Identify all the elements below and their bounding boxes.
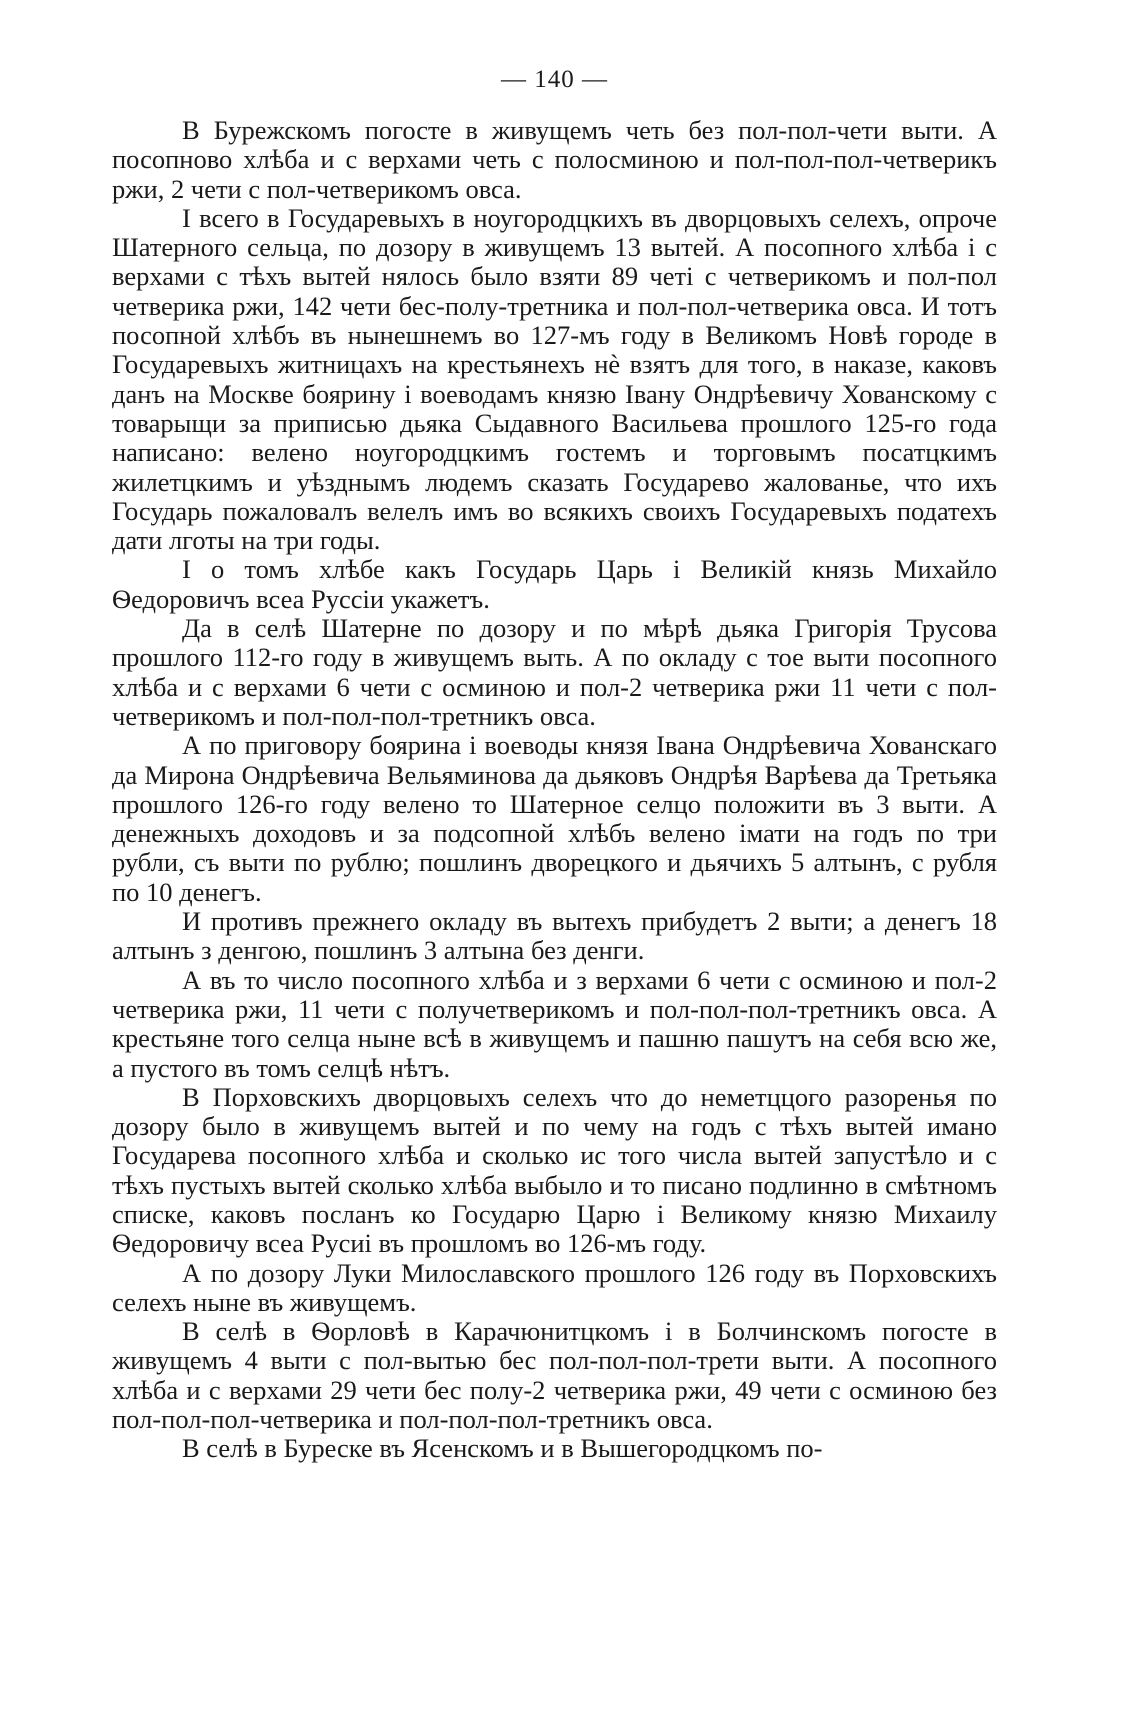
paragraph: А по приговору боярина і воеводы князя Івана Ондрѣевича Хованскаго да Мирона Ондрѣевича Вельяминова да дьяковъ Ондрѣя Варѣева да Третьяка прошлого 126-го году велено то Шатерное селцо положити въ 3 выти. А денежныхъ доходовъ и за подсопной хлѣбъ велено імати на годъ по три рубли, съ выти по рублю; пошлинъ дворецкого и дьячихъ 5 алтынъ, с рубля по 10 денегъ. — [112, 730, 997, 907]
page-number: — 140 — — [501, 66, 608, 93]
page-text — [112, 116, 997, 1464]
paragraph: А въ то число посопного хлѣба и з верхами 6 чети с осминою и пол-2 четверика ржи, 11 чети с получетверикомъ и пол-пол-пол-третникъ овса. А крестьяне того селца ныне всѣ в живущемъ и пашню пашутъ на себя всю же, а пустого въ томъ селцѣ нѣтъ. — [112, 964, 997, 1083]
paragraph: В селѣ в Ѳорловѣ в Карачюнитцкомъ і в Болчинскомъ погосте в живущемъ 4 выти с пол-вытью бес пол-пол-пол-трети выти. А посопного хлѣба и с верхами 29 чети бес полу-2 четверика ржи, 49 чети с осминою без пол-пол-пол-четверика и пол-пол-пол-третникъ овса. — [112, 1316, 997, 1435]
paragraph: В Бурежскомъ погосте в живущемъ четь без пол-пол-чети выти. А посопново хлѣба и с верхами четь с полосминою и пол-пол-пол-четверикъ ржи, 2 чети с пол-четверикомъ овса. — [112, 115, 997, 204]
paragraph: И противъ прежнего окладу въ вытехъ прибудетъ 2 выти; а денегъ 18 алтынъ з денгою, пошлинъ 3 алтына без денги. — [112, 906, 997, 966]
paragraph: А по дозору Луки Милославского прошлого 126 году въ Порховскихъ селехъ ныне въ живущемъ. — [112, 1257, 997, 1317]
paragraph: Да в селѣ Шатерне по дозору и по мѣрѣ дьяка Григорія Трусова прошлого 112-го году в живущемъ выть. А по окладу с тое выти посопного хлѣба и с верхами 6 чети с осминою и пол-2 четверика ржи 11 чети с пол-четверикомъ и пол-пол-пол-третникъ овса. — [112, 613, 997, 731]
paragraph: В селѣ в Буреске въ Ясенскомъ и в Вышегородцкомъ по- — [182, 1433, 823, 1464]
paragraph: I всего в Государевыхъ в ноугородцкихъ въ дворцовыхъ селехъ, опроче Шатерного сельца, по дозору в живущемъ 13 вытей. А посопного хлѣба і с верхами с тѣхъ вытей нялось было взяти 89 четі с четверикомъ и пол-пол четверика ржи, 142 чети бес-полу-третника и пол-пол-четверика овса. И тотъ посопной хлѣбъ въ нынешнемъ во 127-мъ году в Великомъ Новѣ городе в Государевыхъ житницахъ на крестьянехъ нѐ взятъ для того, в наказе, каковъ данъ на Москве боярину і воеводамъ князю Івану Ондрѣевичу Хованскому с товарыщи за приписью дьяка Сыдавного Васильева прошлого 125-го года написано: велено ноугородцкимъ гостемъ и торговымъ посатцкимъ жилетцкимъ и уѣзднымъ людемъ сказать Государево жалованье, что ихъ Государь пожаловалъ велелъ имъ во всякихъ своихъ Государевыхъ податехъ дати лготы на три годы. — [112, 202, 997, 556]
paragraph: В Порховскихъ дворцовыхъ селехъ что до неметццого разоренья по дозору было в живущемъ вытей и по чему на годъ с тѣхъ вытей имано Государева посопного хлѣба и сколько ис того числа вытей запустѣло и с тѣхъ пустыхъ вытей сколько хлѣба выбыло и то писано подлинно в смѣтномъ списке, каковъ посланъ ко Государю Царю і Великому князю Михаилу Ѳедоровичу всеа Русиі въ прошломъ во 126-мъ году. — [112, 1081, 997, 1259]
book-page — [112, 60, 997, 1464]
paragraph: I о томъ хлѣбе какъ Государь Царь і Великій князь Михайло Ѳедоровичъ всеа Руссіи укажетъ. — [112, 554, 997, 614]
